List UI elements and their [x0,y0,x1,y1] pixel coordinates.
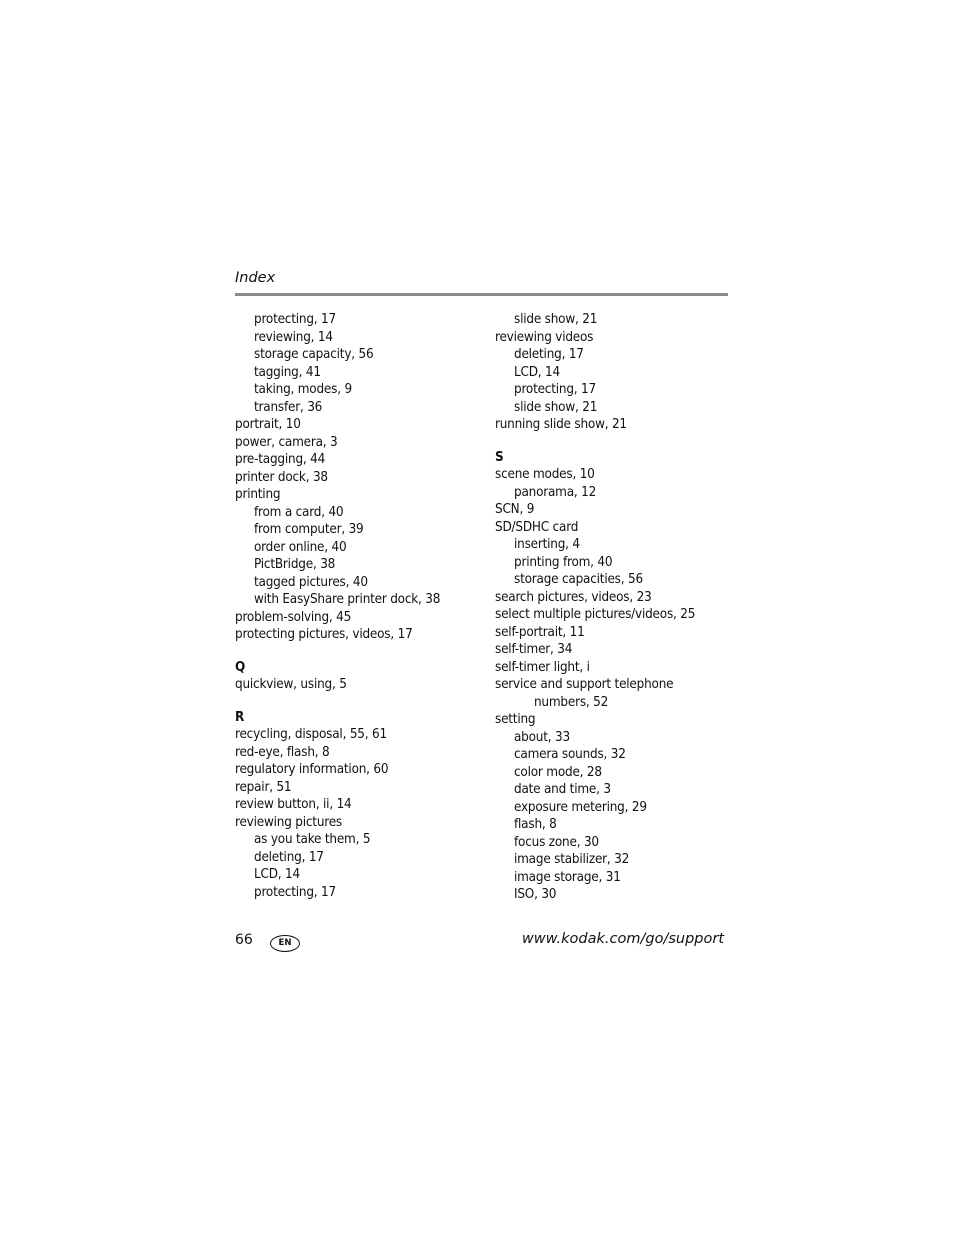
index-subentry: from computer, 39 [254,522,364,537]
index-entry: power, camera, 3 [235,434,338,450]
index-letter-heading: R [235,709,245,725]
index-subentry: from a card, 40 [254,504,344,520]
index-entry: scene modes, 10 [495,467,595,482]
page-number: 66 [235,932,253,948]
index-entry: service and support telephone [495,677,674,692]
index-subentry: printing from, 40 [514,554,613,570]
index-subentry: taking, modes, 9 [254,382,352,397]
index-subentry: ISO, 30 [514,887,557,902]
index-entry: red-eye, flash, 8 [235,744,330,760]
index-subentry: tagging, 41 [254,364,321,380]
index-entry: SCN, 9 [495,502,535,517]
index-entry: reviewing pictures [235,814,342,830]
header-rule [235,293,728,296]
index-entry: recycling, disposal, 55, 61 [235,727,387,742]
index-subentry: deleting, 17 [514,347,584,362]
index-subentry: about, 33 [514,729,570,745]
running-header-title: Index [235,270,276,286]
index-spacer [235,644,485,659]
index-entry: setting [495,712,536,727]
index-entry: repair, 51 [235,779,292,795]
index-entry: quickview, using, 5 [235,677,347,692]
index-entry: problem-solving, 45 [235,609,352,625]
index-entry: select multiple pictures/videos, 25 [495,607,696,622]
index-spacer [495,434,735,449]
index-subentry: protecting, 17 [514,382,596,397]
index-subentry: reviewing, 14 [254,329,333,345]
index-spacer [235,694,485,709]
index-letter-heading: S [495,449,504,465]
index-entry: regulatory information, 60 [235,762,389,777]
index-entry: review button, ii, 14 [235,797,352,812]
index-subentry: slide show, 21 [514,399,598,415]
index-subentry: order online, 40 [254,539,347,555]
index-entry: portrait, 10 [235,417,301,432]
index-subentry: with EasyShare printer dock, 38 [254,592,441,607]
index-subentry: LCD, 14 [254,867,300,882]
index-subentry: inserting, 4 [514,537,580,552]
language-badge: EN [270,935,300,952]
index-column-right [495,311,735,904]
index-entry: protecting pictures, videos, 17 [235,627,413,642]
index-entry: SD/SDHC card [495,519,579,535]
index-entry: running slide show, 21 [495,417,627,432]
index-subentry: camera sounds, 32 [514,747,626,762]
index-subentry: PictBridge, 38 [254,557,336,572]
index-subentry: storage capacity, 56 [254,347,374,362]
index-subentry: panorama, 12 [514,484,597,500]
index-entry: self-timer, 34 [495,642,573,657]
index-subentry: as you take them, 5 [254,832,371,847]
index-subentry: image storage, 31 [514,869,621,885]
index-subentry: focus zone, 30 [514,834,599,850]
index-entry: printing [235,487,281,502]
index-entry: self-timer light, i [495,659,590,675]
index-subentry: color mode, 28 [514,764,602,780]
index-subentry: exposure metering, 29 [514,799,647,815]
index-entry: reviewing videos [495,329,594,345]
index-subentry: storage capacities, 56 [514,572,643,587]
index-subentry: protecting, 17 [254,312,336,327]
index-subentry: date and time, 3 [514,782,611,797]
index-subentry: image stabilizer, 32 [514,852,630,867]
index-subentry: flash, 8 [514,817,557,832]
index-entry: printer dock, 38 [235,469,328,485]
index-subentry: slide show, 21 [514,312,598,327]
support-url[interactable]: www.kodak.com/go/support [521,931,724,947]
index-subentry: transfer, 36 [254,399,323,415]
index-subentry: deleting, 17 [254,849,324,865]
index-entry: self-portrait, 11 [495,624,585,640]
index-entry: pre-tagging, 44 [235,452,326,467]
index-letter-heading: Q [235,659,246,675]
index-subentry: LCD, 14 [514,364,560,380]
index-entry: search pictures, videos, 23 [495,589,652,605]
index-column-left [235,311,485,901]
index-subentry: protecting, 17 [254,884,336,900]
index-continuation: numbers, 52 [534,694,609,710]
index-subentry: tagged pictures, 40 [254,574,368,590]
